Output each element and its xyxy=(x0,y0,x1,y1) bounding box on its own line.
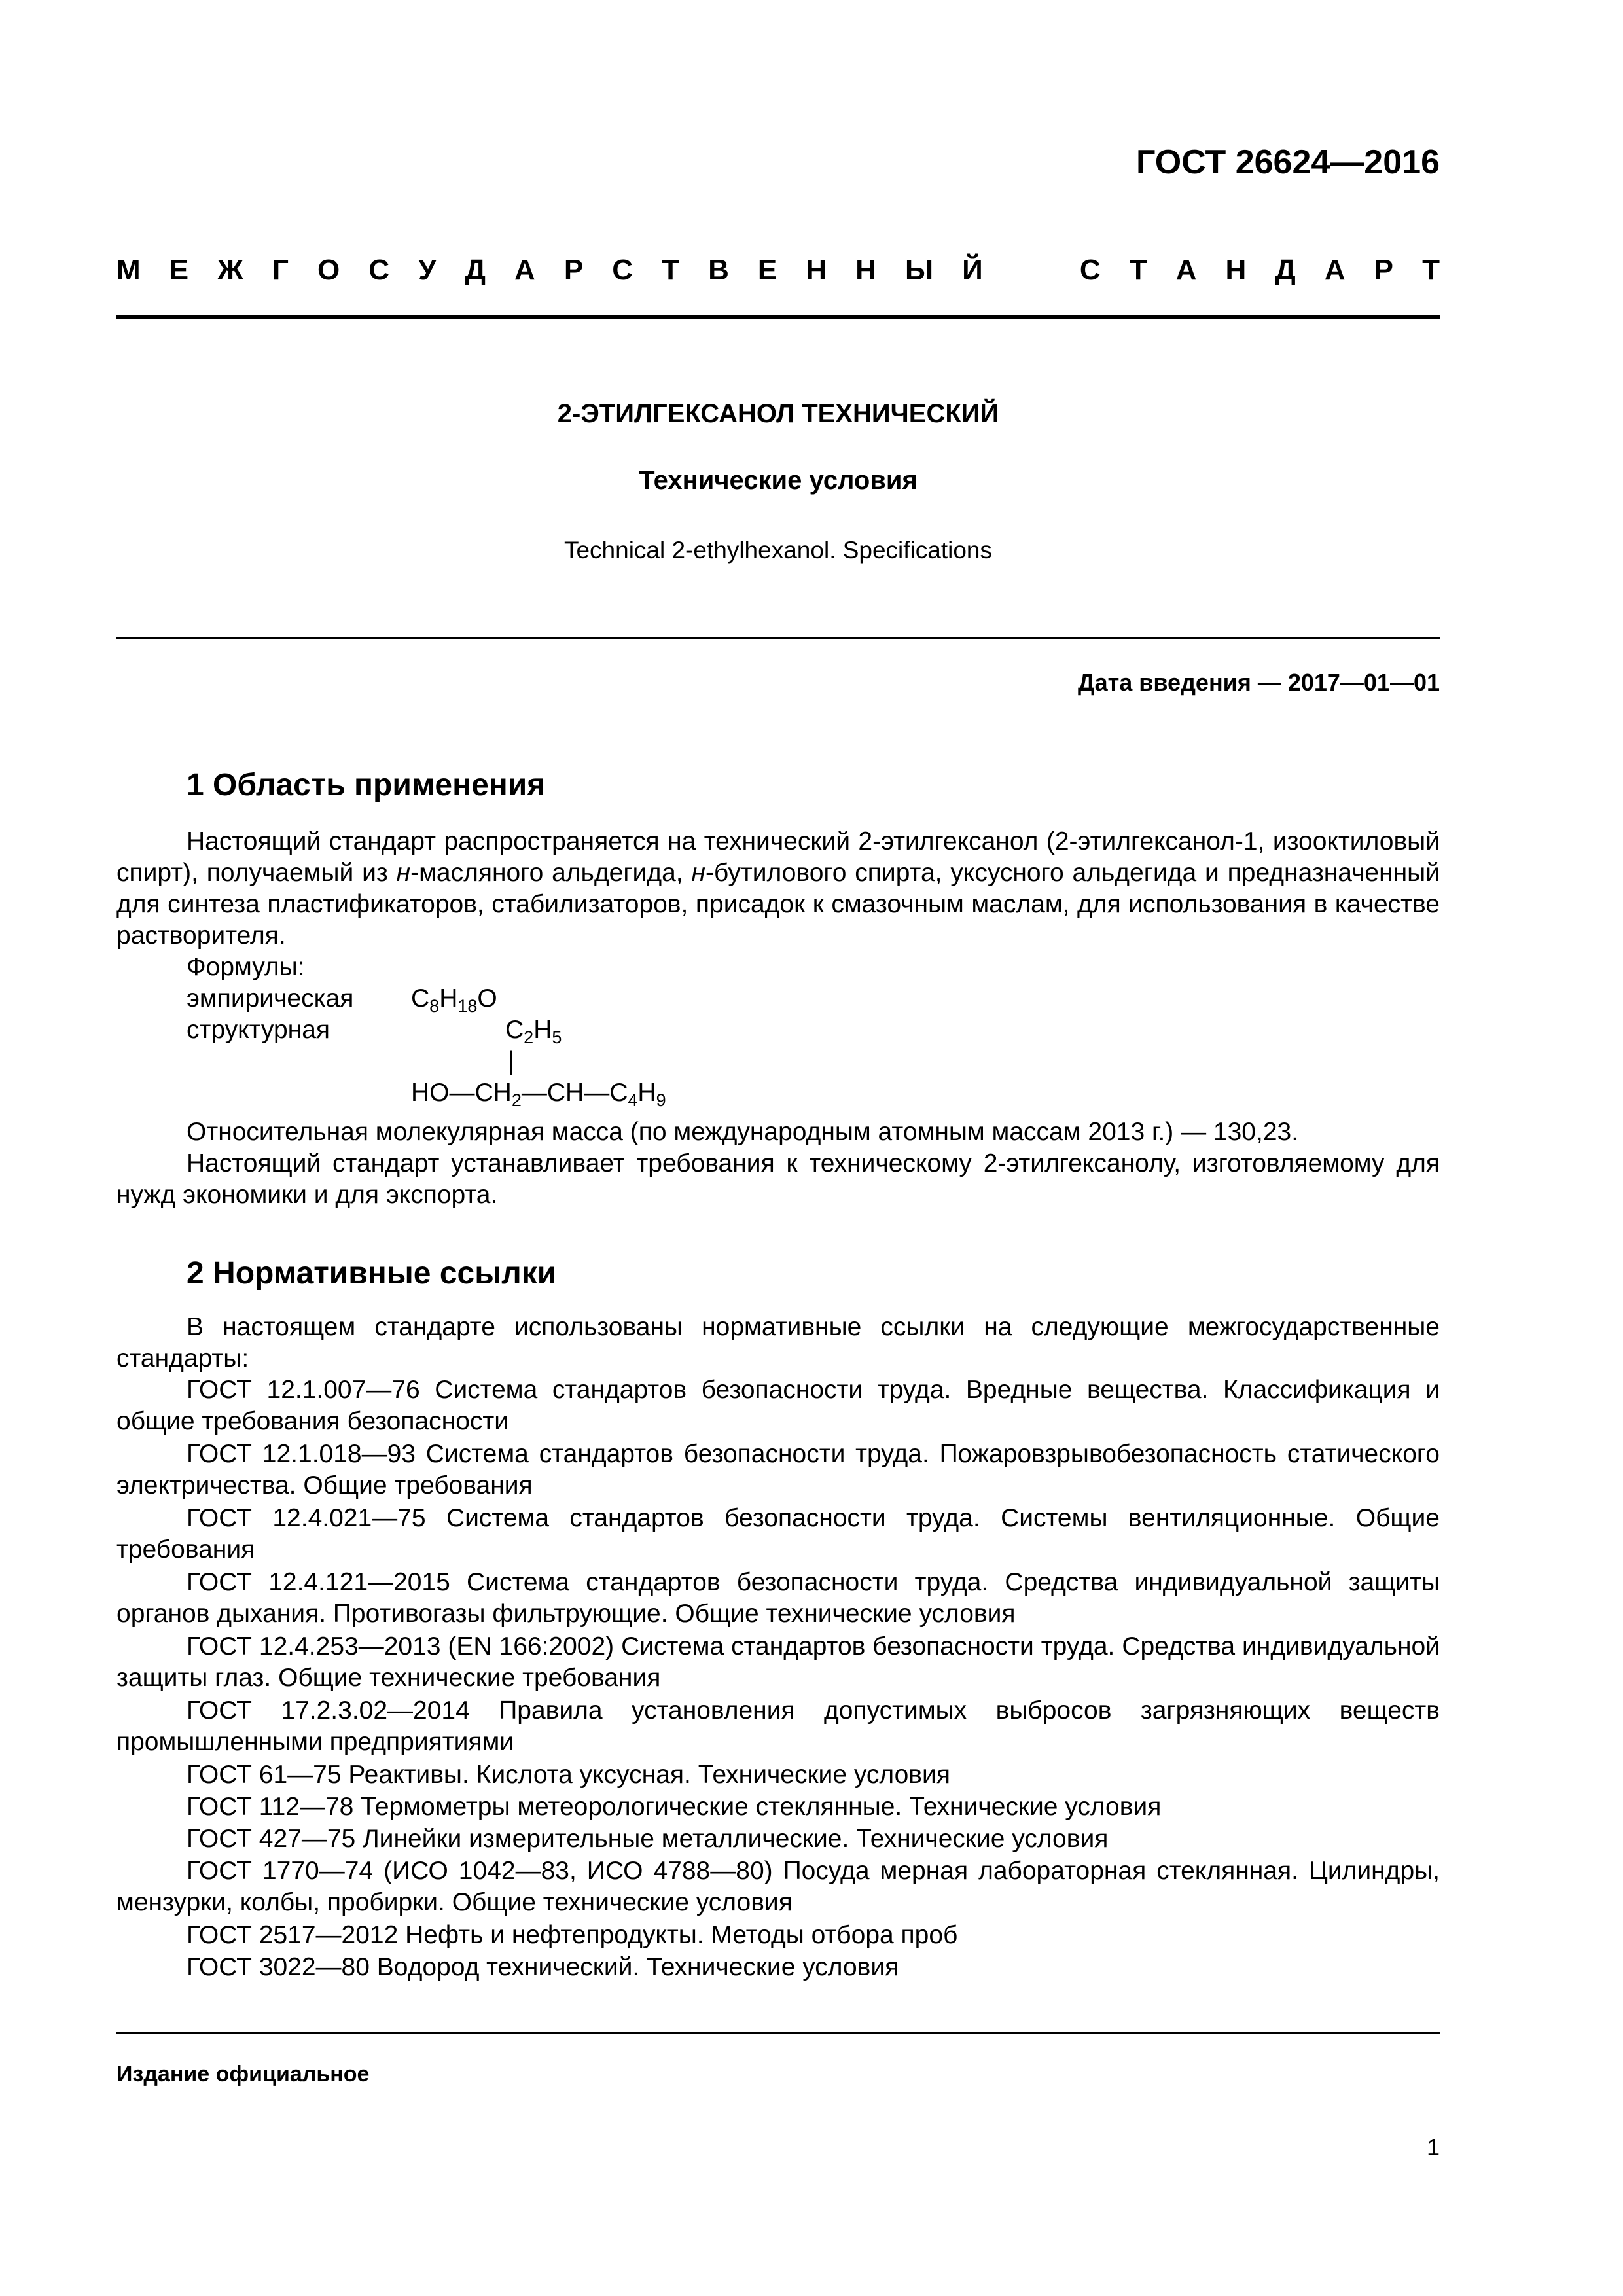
reference-item: ГОСТ 17.2.3.02—2014 Правила установления допустимых выбросов загрязняющих веществ промышленными предприятиями xyxy=(116,1696,1440,1756)
empirical-formula: $C_8H_{18}O$ xyxy=(411,984,497,1016)
banner-letter: А xyxy=(1324,254,1346,286)
banner-letter: Г xyxy=(272,254,289,286)
reference-item: ГОСТ 427—75 Линейки измерительные металлические. Технические условия xyxy=(187,1825,1109,1853)
banner-letter: А xyxy=(514,254,535,286)
banner-letter: Е xyxy=(757,254,777,286)
banner-letter: Е xyxy=(169,254,189,286)
reference-item: ГОСТ 61—75 Реактивы. Кислота уксусная. Технические условия xyxy=(187,1761,950,1789)
interstate-standard-banner xyxy=(116,254,1440,287)
molar-mass: Относительная молекулярная масса (по международным атомным массам 2013 г.) — 130,23. xyxy=(187,1118,1299,1146)
banner-letter: Н xyxy=(855,254,876,286)
banner-letter: Р xyxy=(1374,254,1394,286)
banner-letter: Т xyxy=(1129,254,1147,286)
structural-bond: | xyxy=(508,1047,515,1075)
empirical-label: эмпирическая xyxy=(187,984,354,1013)
reference-item: ГОСТ 12.4.253—2013 (EN 166:2002) Система стандартов безопасности труда. Средства индивидуальной защиты глаз. Общие технические требования xyxy=(116,1632,1440,1692)
section-heading: 2 Нормативные ссылки xyxy=(187,1256,557,1291)
banner-letter: М xyxy=(116,254,141,286)
banner-letter: С xyxy=(612,254,633,286)
reference-item: ГОСТ 12.1.007—76 Система стандартов безопасности труда. Вредные вещества. Классификация и общие требования безопасности xyxy=(116,1376,1440,1435)
formulas-label: Формулы: xyxy=(187,953,305,981)
banner-letter: Р xyxy=(563,254,584,286)
references-intro: В настоящем стандарте использованы нормативные ссылки на следующие межгосударственные стандарты: xyxy=(116,1313,1440,1372)
banner-letter: С xyxy=(1079,254,1101,286)
reference-item: ГОСТ 12.4.121—2015 Система стандартов безопасности труда. Средства индивидуальной защиты органов дыхания. Противогазы фильтрующие. Общие технические условия xyxy=(116,1568,1440,1628)
official-edition-label: Издание официальное xyxy=(116,2062,370,2087)
reference-item: ГОСТ 12.1.018—93 Система стандартов безопасности труда. Пожаровзрывобезопасность статического электричества. Общие требования xyxy=(116,1440,1440,1499)
structural-label: структурная xyxy=(187,1016,330,1044)
document-title: 2-ЭТИЛГЕКСАНОЛ ТЕХНИЧЕСКИЙ xyxy=(557,399,999,428)
banner-letter: О xyxy=(317,254,340,286)
banner-letter: Н xyxy=(806,254,827,286)
banner-letter: У xyxy=(418,254,437,286)
banner-letter: Т xyxy=(662,254,679,286)
banner-gap xyxy=(1012,254,1051,287)
reference-item: ГОСТ 112—78 Термометры метеорологические стеклянные. Технические условия xyxy=(187,1793,1162,1821)
document-subtitle: Технические условия xyxy=(639,466,918,495)
banner-letter: Ж xyxy=(217,254,243,286)
reference-item: ГОСТ 3022—80 Водород технический. Технические условия xyxy=(187,1953,899,1981)
english-title: Technical 2-ethylhexanol. Specifications xyxy=(563,537,993,564)
introduction-date: Дата введения — 2017—01—01 xyxy=(1077,669,1440,696)
banner-letter: В xyxy=(708,254,729,286)
section-heading: 1 Область применения xyxy=(187,768,546,802)
reference-item: ГОСТ 2517—2012 Нефть и нефтепродукты. Методы отбора проб xyxy=(187,1921,958,1949)
reference-item: ГОСТ 1770—74 (ИСО 1042—83, ИСО 4788—80) Посуда мерная лабораторная стеклянная. Цилиндры, мензурки, колбы, пробирки. Общие технические условия xyxy=(116,1857,1440,1916)
title-rule xyxy=(116,637,1440,639)
structural-main-chain: $HO—CH_2—CH—C_4H_9$ xyxy=(411,1079,666,1110)
banner-letter: Д xyxy=(1275,254,1296,286)
banner-letter: Д xyxy=(465,254,486,286)
scope-paragraph: Настоящий стандарт распространяется на технический 2-этилгексанол (2-этилгексанол-1, изооктиловый спирт), получаемый из н-масляного альдегида, н-бутилового спирта, уксусного альдегида и предназначенный для синтеза пластификаторов, стабилизаторов, присадок к смазочным маслам, для использования в качестве растворителя. xyxy=(116,827,1440,950)
header-rule xyxy=(116,315,1440,319)
footer-rule xyxy=(116,2032,1440,2034)
banner-letter: С xyxy=(368,254,390,286)
document-code: ГОСТ 26624—2016 xyxy=(1136,143,1440,181)
requirements-paragraph: Настоящий стандарт устанавливает требования к техническому 2-этилгексанолу, изготовляемому для нужд экономики и для экспорта. xyxy=(116,1149,1440,1209)
banner-letter: Й xyxy=(962,254,983,286)
banner-letter: А xyxy=(1175,254,1197,286)
banner-letter: Н xyxy=(1225,254,1247,286)
page-number: 1 xyxy=(1426,2134,1440,2161)
structural-branch: $C_2H_5$ xyxy=(505,1016,562,1047)
banner-letter: Ы xyxy=(905,254,934,286)
reference-item: ГОСТ 12.4.021—75 Система стандартов безопасности труда. Системы вентиляционные. Общие требования xyxy=(116,1504,1440,1564)
banner-letter: Т xyxy=(1422,254,1440,286)
